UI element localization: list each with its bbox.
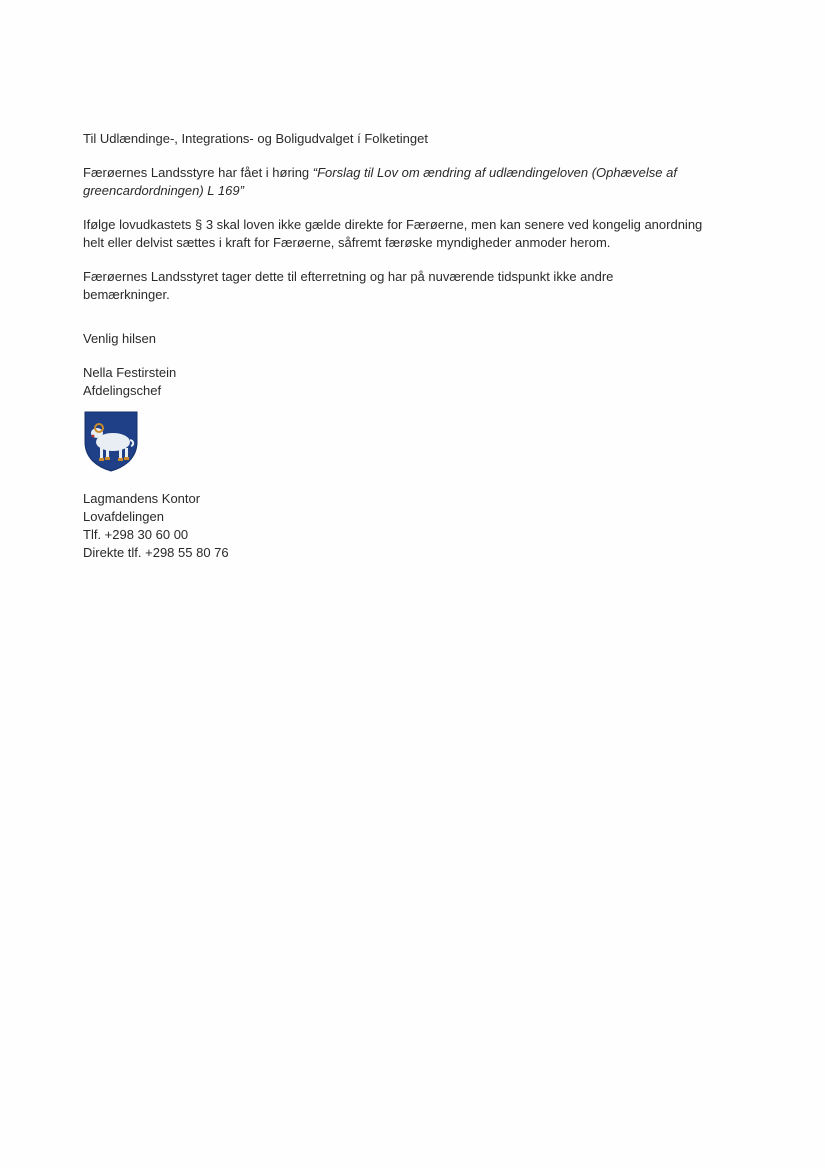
- paragraph-applicability-line1: Ifølge lovudkastets § 3 skal loven ikke gælde direkte for Færøerne, men kan senere ved kongelig anordning: [83, 217, 703, 232]
- paragraph-hearing-prefix: Færøernes Landsstyre har fået i høring: [83, 165, 313, 180]
- signer-name: Nella Festirstein: [83, 365, 177, 380]
- paragraph-conclusion-line1: Færøernes Landsstyret tager dette til efterretning og har på nuværende tidspunkt ikke andre: [83, 269, 614, 284]
- letter-body: [83, 130, 733, 562]
- recipient-text: Til Udlændinge-, Integrations- og Boligudvalget í Folketinget: [83, 131, 428, 146]
- office-name: Lagmandens Kontor: [83, 491, 201, 506]
- paragraph-hearing: [83, 164, 733, 200]
- bill-title-line2: greencardordningen) L 169”: [83, 183, 244, 198]
- bill-title-line1: “Forslag til Lov om ændring af udlændingeloven (Ophævelse af: [312, 165, 677, 180]
- paragraph-conclusion-line2: bemærkninger.: [83, 287, 170, 302]
- paragraph-applicability: [83, 216, 733, 252]
- signer-title: Afdelingschef: [83, 383, 162, 398]
- faroese-ram-coat-of-arms-icon: [83, 410, 139, 472]
- paragraph-conclusion: [83, 268, 733, 304]
- office-phone: Tlf. +298 30 60 00: [83, 527, 189, 542]
- paragraph-applicability-line2: helt eller delvist sættes i kraft for Færøerne, såfremt færøske myndigheder anmoder herom.: [83, 235, 611, 250]
- greeting-text: Venlig hilsen: [83, 331, 156, 346]
- office-department: Lovafdelingen: [83, 509, 164, 524]
- paragraph-hearing-line1: [83, 164, 733, 182]
- closing-greeting: [83, 330, 733, 348]
- recipient-line: [83, 130, 733, 148]
- office-direct-phone: Direkte tlf. +298 55 80 76: [83, 545, 229, 560]
- office-contact-block: [83, 490, 733, 562]
- signature-block: [83, 364, 733, 400]
